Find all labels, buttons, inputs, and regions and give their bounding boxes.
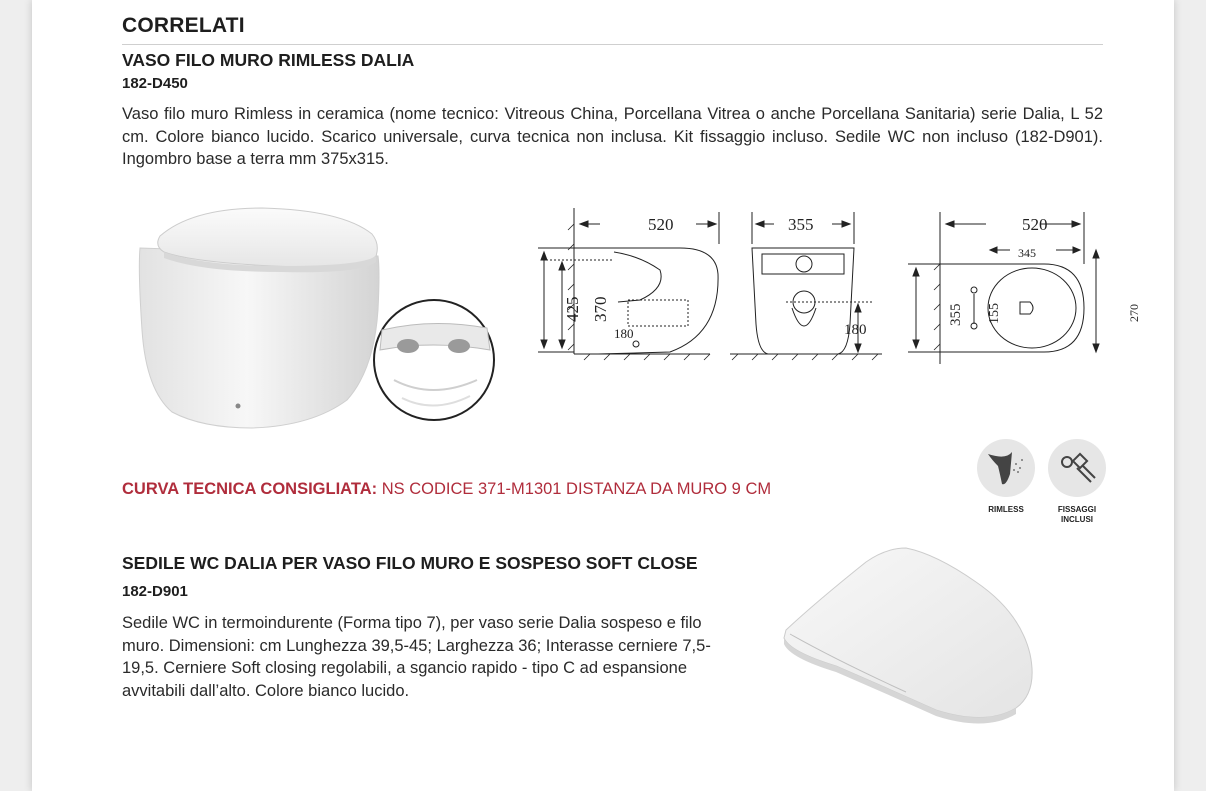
- product-2-code: 182-D901: [122, 583, 188, 600]
- side-width-label: 520: [648, 215, 674, 234]
- side-height-2-label: 370: [591, 296, 610, 322]
- rimless-icon: [976, 438, 1036, 498]
- top-length-label: 520: [1022, 215, 1048, 234]
- back-width-label: 355: [788, 215, 814, 234]
- top-width-label: 355: [948, 303, 964, 326]
- fissaggi-line-2: INCLUSI: [1061, 515, 1093, 524]
- side-height-1-label: 425: [563, 296, 582, 322]
- product-1-code: 182-D450: [122, 75, 188, 92]
- toilet-photo: [132, 200, 472, 430]
- top-depth-label: 270: [1127, 304, 1141, 322]
- top-view-drawing: [904, 204, 1141, 364]
- top-hole-label: 155: [987, 303, 1002, 324]
- seat-photo: [776, 542, 1046, 728]
- fissaggi-badge-label: [1047, 505, 1107, 525]
- curva-text: NS CODICE 371-M1301 DISTANZA DA MURO 9 CM: [381, 480, 772, 498]
- curva-note: [122, 480, 771, 499]
- curva-label: CURVA TECNICA CONSIGLIATA:: [122, 480, 378, 498]
- product-1-description: Vaso filo muro Rimless in ceramica (nome tecnico: Vitreous China, Porcellana Vitrea o anche Porcellana Sanitaria) serie Dalia, L 52 cm. Colore bianco lucido. Scarico universale, curva tecnica non inclusa. Kit fissaggio incluso. Sedile WC non incluso (182-D901). Ingombro base a terra mm 375x315.: [122, 105, 1103, 168]
- top-inner-label: 345: [1018, 246, 1036, 260]
- rimless-badge: [976, 438, 1036, 515]
- fissaggi-line-1: FISSAGGI: [1057, 505, 1097, 514]
- back-view-drawing: [726, 204, 886, 364]
- title-divider: [122, 44, 1103, 45]
- rimless-badge-label: RIMLESS: [988, 505, 1024, 514]
- back-outlet-label: 180: [844, 322, 867, 338]
- catalog-page: [32, 0, 1174, 791]
- side-outlet-label: 180: [614, 326, 634, 341]
- product-2-name: SEDILE WC DALIA PER VASO FILO MURO E SOSPESO SOFT CLOSE: [122, 553, 698, 573]
- section-title: CORRELATI: [122, 14, 245, 37]
- side-view-drawing: [510, 204, 720, 364]
- fissaggi-badge: [1047, 438, 1107, 525]
- product-2-description: Sedile WC in termoindurente (Forma tipo 7), per vaso serie Dalia sospeso e filo muro. Dimensioni: cm Lunghezza 39,5-45; Larghezza 36; Interasse cerniere 7,5-19,5. Cerniere Soft closing regolabili, a sgancio rapido - tipo C ad espansione avvitabili dall’alto. Colore bianco lucido.: [122, 614, 711, 700]
- screws-icon: [1047, 438, 1107, 498]
- product-1-name: VASO FILO MURO RIMLESS DALIA: [122, 50, 415, 70]
